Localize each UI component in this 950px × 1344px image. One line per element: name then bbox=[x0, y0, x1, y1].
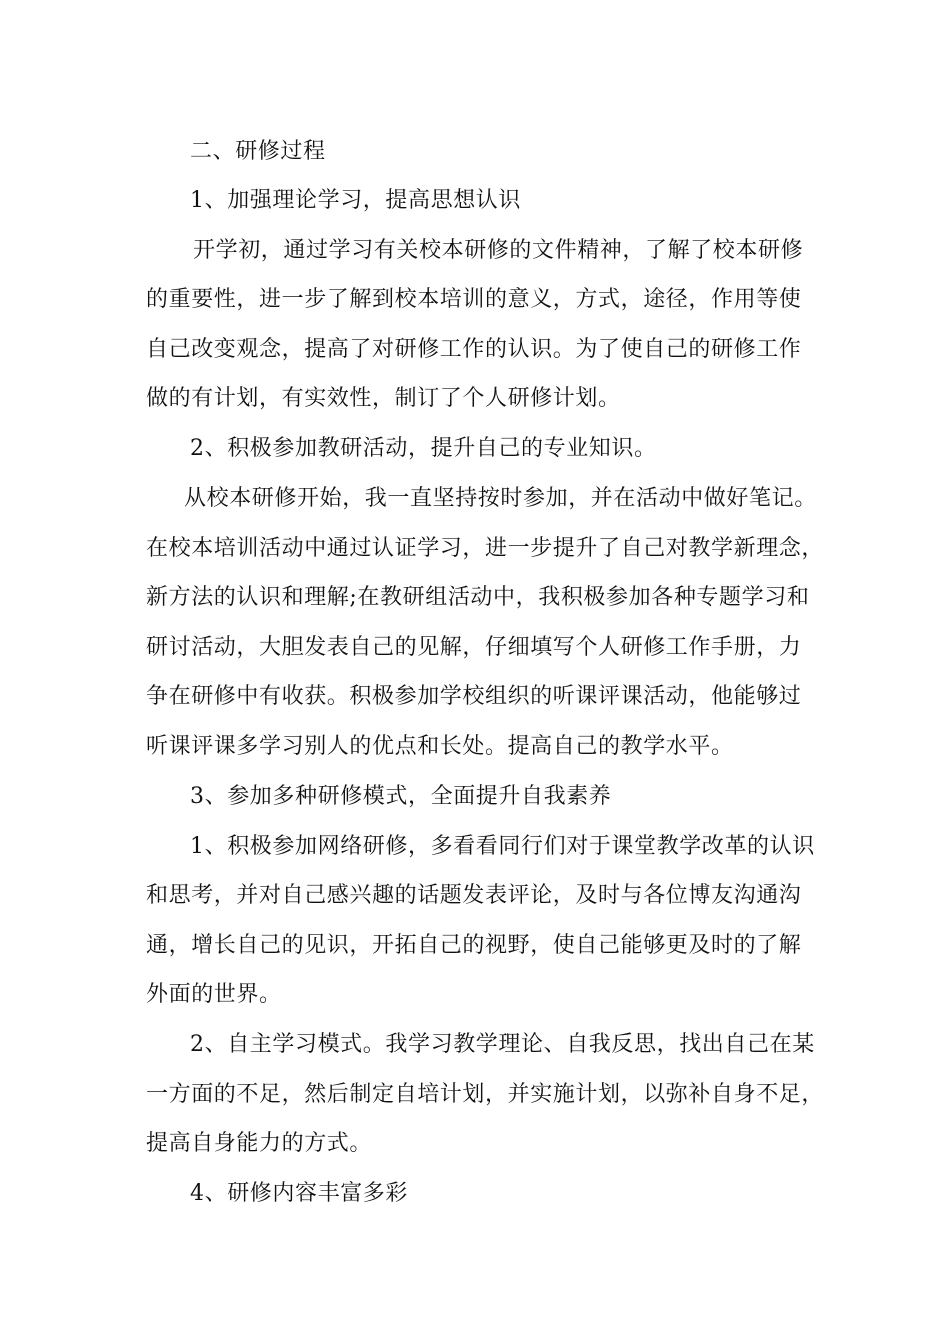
paragraph-line: 新方法的认识和理解;在教研组活动中，我积极参加各种专题学习和 bbox=[146, 585, 810, 610]
paragraph-line: 研讨活动，大胆发表自己的见解，仔细填写个人研修工作手册，力 bbox=[146, 635, 802, 660]
subheading: 4、研修内容丰富多彩 bbox=[190, 1181, 408, 1206]
subheading: 3、参加多种研修模式，全面提升自我素养 bbox=[190, 784, 612, 809]
paragraph-line: 在校本培训活动中通过认证学习，进一步提升了自己对教学新理念， bbox=[146, 536, 825, 561]
paragraph-line: 2、自主学习模式。我学习教学理论、自我反思，找出自己在某 bbox=[190, 1032, 815, 1057]
paragraph-line: 做的有计划，有实效性，制订了个人研修计划。 bbox=[146, 386, 621, 411]
paragraph-line: 从校本研修开始，我一直坚持按时参加，并在活动中做好笔记。 bbox=[184, 486, 817, 511]
paragraph-line: 1、积极参加网络研修，多看看同行们对于课堂教学改革的认识 bbox=[190, 834, 815, 859]
paragraph-line: 和思考，并对自己感兴趣的话题发表评论，及时与各位博友沟通沟 bbox=[146, 883, 802, 908]
paragraph-line: 一方面的不足，然后制定自培计划，并实施计划，以弥补自身不足， bbox=[146, 1082, 825, 1107]
paragraph-line: 听课评课多学习别人的优点和长处。提高自己的教学水平。 bbox=[146, 734, 734, 759]
paragraph-line: 提高自身能力的方式。 bbox=[146, 1131, 373, 1156]
section-heading: 二、研修过程 bbox=[190, 139, 326, 164]
subheading: 2、积极参加教研活动，提升自己的专业知识。 bbox=[190, 436, 657, 461]
paragraph-line: 外面的世界。 bbox=[146, 982, 282, 1007]
paragraph-line: 的重要性，进一步了解到校本培训的意义，方式，途径，作用等使 bbox=[146, 287, 802, 312]
subheading: 1、加强理论学习，提高思想认识 bbox=[190, 188, 521, 213]
paragraph-line: 开学初，通过学习有关校本研修的文件精神，了解了校本研修 bbox=[193, 238, 804, 263]
paragraph-line: 通，增长自己的见识，开拓自己的视野，使自己能够更及时的了解 bbox=[146, 933, 802, 958]
paragraph-line: 争在研修中有收获。积极参加学校组织的听课评课活动，他能够过 bbox=[146, 684, 802, 709]
paragraph-line: 自己改变观念，提高了对研修工作的认识。为了使自己的研修工作 bbox=[146, 337, 802, 362]
